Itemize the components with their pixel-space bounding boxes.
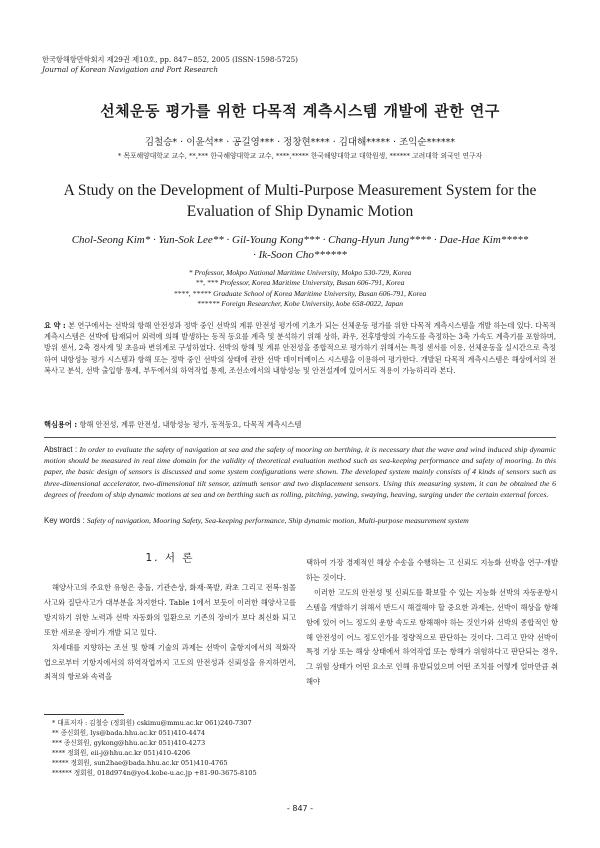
abstract-english — [44, 444, 556, 500]
affiliation-line: **, *** Professor, Korea Maritime University, Busan 606-791, Korea — [195, 278, 405, 288]
footnote: *** 종신회원, gykong@hhu.ac.kr 051)410-4273 — [52, 739, 206, 748]
abstract-korean — [44, 320, 556, 376]
footnote-divider — [44, 714, 124, 715]
affiliation-line: ****** Foreign Researcher, Kobe University, kobe 658-0022, Japan — [196, 298, 404, 308]
footnote: ** 종신회원, lys@bada.hhu.ac.kr 051)410-4474 — [52, 729, 206, 738]
affiliation-line: * Professor, Mokpo National Maritime University, Mokpo 530-729, Korea — [188, 268, 412, 277]
footnote: **** 정회원, eii-j@hhu.ac.kr 051)410-4206 — [52, 749, 191, 758]
paper-title-english: A Study on the Development of Multi-Purpose Measurement System for the Evaluation of Ship Dynamic Motion — [63, 182, 537, 220]
paragraph: 이러한 고도의 안전성 및 신뢰도를 확보할 수 있는 지능화 선박의 자동운항시스템을 개발하기 위해서 반드시 해결해야 할 중요한 과제는, 선박이 해상을 항해함에 있어 어느 정도의 운항 속도로 항해해야 하는 것인가와 선박의 종합적인 항해 안전성이 어느 정도인가를 정량적으로 판단하는 것이다. 그리고 만약 선박이 특정 기상 또는 해상 상태에서 하역작업 또는 항해가 위험하다고 판단되는 경우, 그 위험 상태가 어떤 요소로 인해 유발되었으며 어떤 조치를 어떻게 얼마만큼 취해야 — [306, 587, 558, 687]
keywords-english-label: Key words : — [44, 516, 85, 525]
paper-title-korean: 선체운동 평가를 위한 다목적 계측시스템 개발에 관한 연구 — [100, 102, 500, 120]
footnote: * 대표저자 : 김철승 (정회원) cskimu@mmu.ac.kr 061)240-7307 — [52, 719, 252, 727]
keywords-korean-text: 항해 안전성, 계류 안전성, 내항성능 평가, 동적동요, 다목적 계측시스템 — [79, 420, 302, 429]
authors-english — [30, 233, 570, 263]
authors-korean: 김철승* · 이윤석** · 공길영*** · 정창현**** · 김대해***** · 조익순****** — [144, 137, 456, 148]
paragraph: 택하여 가장 경제적인 해상 수송을 수행하는 고 신뢰도 지능화 선박을 연구·개발하는 것이다. — [306, 558, 558, 582]
journal-header — [42, 55, 298, 75]
paragraph: 차세대를 지향하는 조선 및 항해 기술의 과제는 선박이 출항지에서의 적화작업으로부터 기항지에서의 하역작업까지 고도의 안전성과 신뢰성을 유지하면서, 최적의 항로와 속력을 — [44, 642, 296, 682]
abstract-english-label: Abstract : — [44, 445, 78, 454]
journal-name: Journal of Korean Navigation and Port Research — [42, 65, 218, 74]
footnote: ****** 정회원, 018d974n@yo4.kobe-u.ac.jp +81-90-3675-8105 — [52, 769, 257, 778]
keywords-english-text: Safety of navigation, Mooring Safety, Sea-keeping performance, Ship dynamic motion, Multi-purpose measurement system — [86, 516, 469, 525]
page-number: - 847 - — [286, 804, 314, 813]
footnote: ***** 정회원, sun2hae@bada.hhu.ac.kr 051)410-4765 — [52, 759, 228, 768]
affiliations-english — [0, 268, 600, 309]
body-column-left — [44, 581, 296, 685]
keywords-english — [44, 516, 556, 525]
affiliations-korean: * 목포해양대학교 교수, **,*** 한국해양대학교 교수, ****,***** 한국해양대학교 대학원생, ****** 고려대학 외국인 연구자 — [117, 152, 483, 160]
abstract-korean-label: 요 약 : — [44, 321, 66, 330]
keywords-korean-label: 핵심용어 : — [44, 420, 78, 429]
section-heading-introduction: 1. 서 론 — [145, 552, 195, 564]
footnotes — [52, 718, 312, 779]
paragraph: 해양사고의 주요한 유형은 충돌, 기관손상, 화재·폭발, 좌초 그리고 전복·침몰사고와 질단사고가 대부분을 차지한다. Table 1에서 보듯이 이러한 해양사고를 방지하기 위한 노력과 선박 자동화의 일환으로 기존의 장비가 보다 최신화 되고 또한 새로운 장비가 개발 되고 있다. — [44, 583, 296, 637]
divider — [44, 437, 556, 438]
affiliation-line: ****, ***** Graduate School of Korea Maritime University, Busan 606-791, Korea — [173, 288, 427, 298]
keywords-korean — [44, 420, 556, 430]
journal-citation: 한국항해항만학회지 제29권 제10호, pp. 847~852, 2005 (ISSN-1598-5725) — [42, 55, 298, 64]
authors-english-line1: Chol-Seong Kim* · Yun-Sok Lee** · Gil-Young Kong*** · Chang-Hyun Jung**** · Dae-Hae Kim***** — [71, 234, 529, 246]
abstract-korean-text: 본 연구에서는 선박의 항해 안전성과 정박 중인 선박의 계류 안전성 평가에 기초가 되는 선체운동 평가를 위한 다목적 계측시스템을 개발 하는데 있다. 다목적 계측시스템은 선박에 탑재되어 외력에 의해 발생하는 동적 동요를 계측 및 분석하기 위해 상하, 좌우, 전후방향의 가속도를 측정하는 3축 가속도 계측기를 포함하며, 방위 센서, 2축 경사계 및 초음파 변위계로 구성하였다. 선박의 항해 및 계류 안전성을 종합적으로 평가하기 위해서는 특정 센서를 이용, 선체운동을 실시간으로 측정하여 내항성능 평가 시스템과 항해 또는 정박 중인 선박의 상태에 관한 선박 데이터베이스 시스템을 이용하여 평가한다. 개발된 다목적 계측시스템은 해상에서의 전복사고 분석, 선박 출입항 통제, 부두에서의 하역작업 통제, 조선소에서의 내항성능 및 안전설계에 있어서도 적용이 가능하리라 본다. — [44, 321, 556, 375]
abstract-english-text: In order to evaluate the safety of navigation at sea and the safety of mooring on berthing, it is necessary that the wave and wind induced ship dynamic motion should be measured in real time domain for the validity of theoretical evaluation method such as sea-keeping performance and safety of mooring. In this paper, the basic design of sensors is discussed and some system configurations were shown. The developed system mainly consists of 4 kinds of sensors such as three-dimensional accelerator, two-dimensional tilt sensor, azimuth sensor and two displacement sensors. Using this measuring system, it can be obtained the 6 degrees of freedom of ship dynamic motions at sea and on berthing such as rolling, pitching, yawing, swaying, heaving, surging under the certain external forces. — [44, 445, 557, 499]
authors-english-line2: · Ik-Soon Cho****** — [253, 249, 347, 261]
body-column-right — [306, 556, 558, 690]
